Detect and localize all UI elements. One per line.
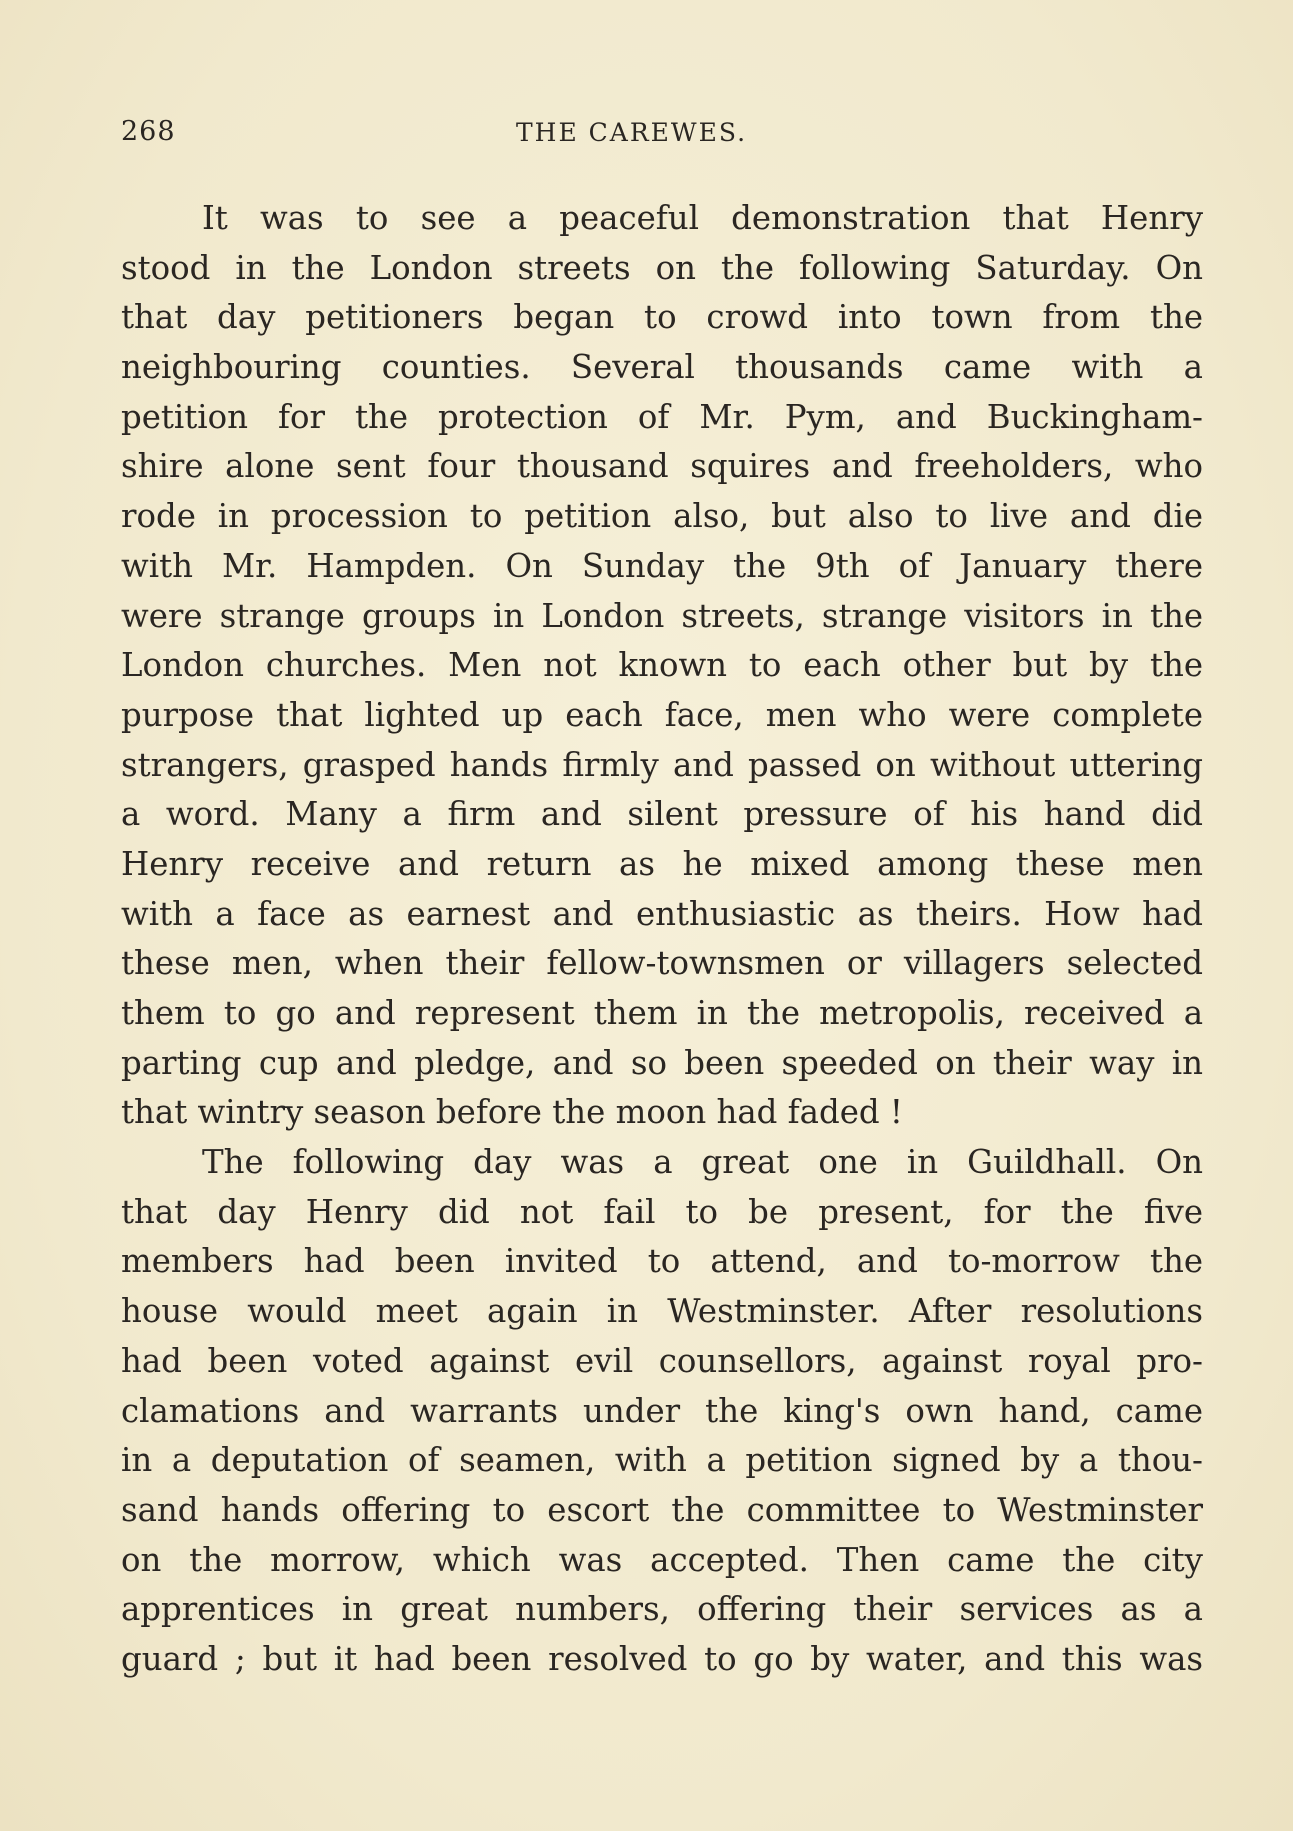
text-line: strangers, grasped hands firmly and passed on without uttering: [121, 745, 1203, 784]
text-line: a word. Many a firm and silent pressure of his hand did: [121, 795, 1203, 834]
page-number: 268: [121, 116, 176, 147]
text-line: these men, when their fellow-townsmen or villagers selected: [121, 944, 1203, 983]
text-line: It was to see a peaceful demonstration that Henry: [202, 199, 1203, 237]
running-head: [121, 116, 1201, 156]
text-line: The following day was a great one in Guildhall. On: [202, 1143, 1203, 1182]
text-line: apprentices in great numbers, offering their services as a: [121, 1590, 1203, 1629]
text-line: parting cup and pledge, and so been speeded on their way in: [121, 1043, 1203, 1082]
text-line: Henry receive and return as he mixed among these men: [121, 844, 1203, 883]
text-line: in a deputation of seamen, with a petition signed by a thou-: [121, 1441, 1203, 1480]
text-line: that wintry season before the moon had faded !: [121, 1093, 903, 1132]
body-text: [121, 194, 1203, 1685]
text-line: London churches. Men not known to each other but by the: [121, 646, 1203, 685]
text-line: stood in the London streets on the following Saturday. On: [121, 248, 1203, 287]
text-line: neighbouring counties. Several thousands came with a: [121, 348, 1203, 387]
text-line: rode in procession to petition also, but also to live and die: [121, 497, 1203, 536]
text-line: had been voted against evil counsellors, against royal pro-: [121, 1341, 1203, 1380]
text-line: that day Henry did not fail to be present, for the five: [121, 1192, 1203, 1231]
text-line: with Mr. Hampden. On Sunday the 9th of January there: [121, 546, 1203, 585]
text-line: petition for the protection of Mr. Pym, and Buckingham-: [121, 397, 1203, 436]
running-title: THE CAREWES.: [516, 118, 748, 147]
text-line: sand hands offering to escort the committee to Westminster: [121, 1490, 1203, 1529]
text-line: shire alone sent four thousand squires and freeholders, who: [121, 447, 1203, 486]
text-line: guard ; but it had been resolved to go by water, and this was: [121, 1639, 1203, 1678]
text-line: them to go and represent them in the metropolis, received a: [121, 994, 1203, 1032]
text-line: were strange groups in London streets, strange visitors in the: [121, 596, 1203, 635]
text-line: on the morrow, which was accepted. Then came the city: [121, 1540, 1203, 1579]
text-line: house would meet again in Westminster. After resolutions: [121, 1292, 1203, 1331]
text-line: purpose that lighted up each face, men who were complete: [121, 695, 1203, 734]
text-line: that day petitioners began to crowd into town from the: [121, 298, 1203, 337]
text-line: members had been invited to attend, and to-morrow the: [121, 1242, 1203, 1281]
text-line: clamations and warrants under the king's own hand, came: [121, 1391, 1203, 1430]
text-line: with a face as earnest and enthusiastic as theirs. How had: [121, 894, 1203, 933]
